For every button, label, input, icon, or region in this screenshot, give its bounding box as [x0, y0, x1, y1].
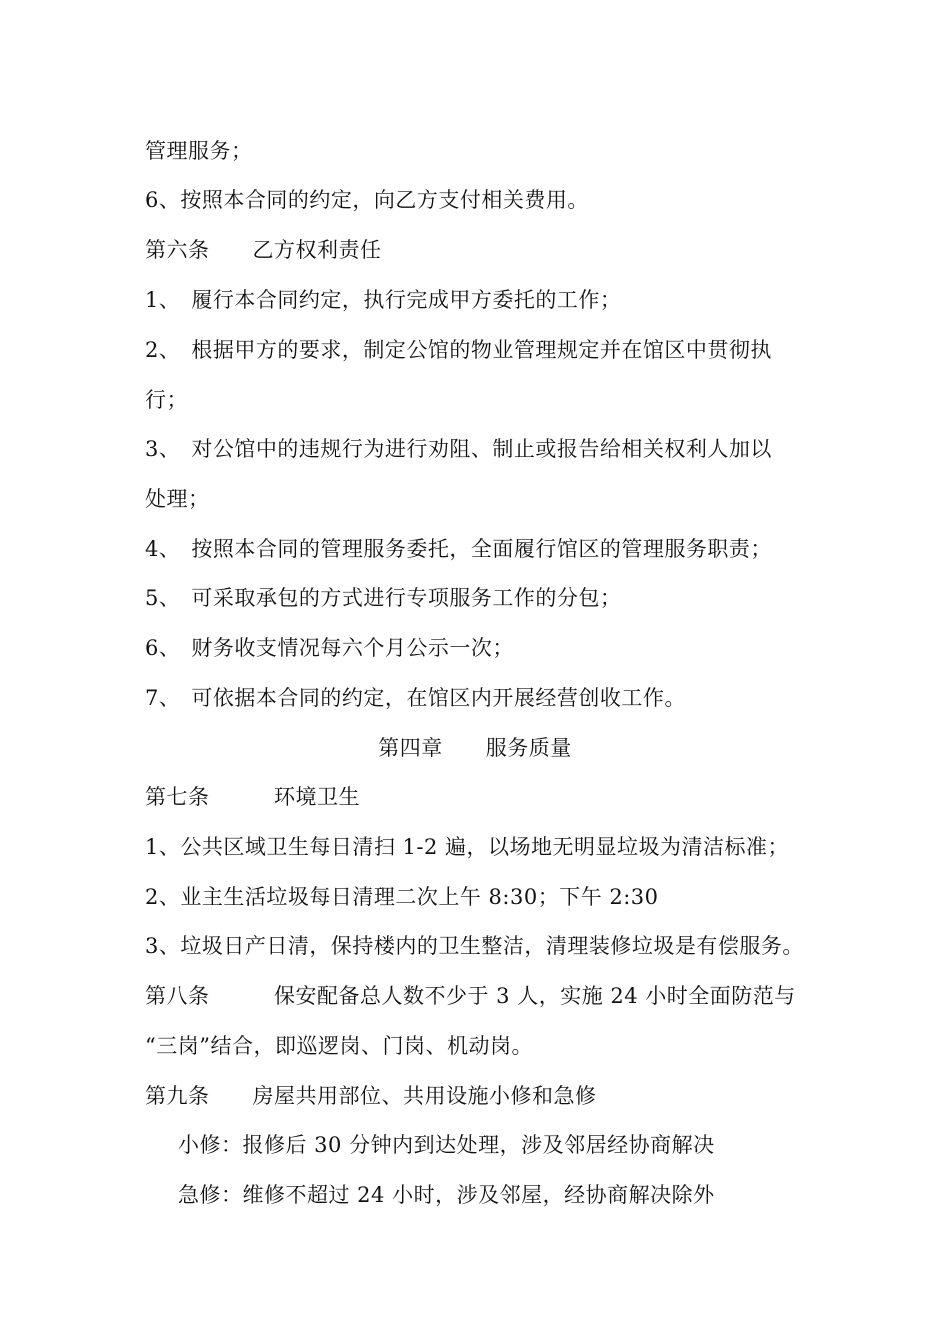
paragraph-line: 小修：报修后 30 分钟内到达处理，涉及邻居经协商解决 — [178, 1133, 715, 1157]
section-heading: 第七条 环境卫生 — [145, 785, 360, 809]
paragraph-line: 6、按照本合同的约定，向乙方支付相关费用。 — [145, 188, 589, 212]
list-item: 1、 履行本合同约定，执行完成甲方委托的工作； — [145, 288, 622, 312]
list-item: 6、 财务收支情况每六个月公示一次； — [145, 636, 514, 660]
section-heading: 第八条 保安配备总人数不少于 3 人，实施 24 小时全面防范与 — [145, 984, 796, 1008]
list-item: 2、业主生活垃圾每日清理二次上午 8:30；下午 2:30 — [145, 885, 659, 909]
section-heading: 第九条 房屋共用部位、共用设施小修和急修 — [145, 1084, 597, 1108]
list-item: 3、垃圾日产日清，保持楼内的卫生整洁，清理装修垃圾是有偿服务。 — [145, 934, 804, 958]
list-item: 7、 可依据本合同的约定，在馆区内开展经营创收工作。 — [145, 686, 686, 710]
paragraph-line: 管理服务； — [145, 139, 253, 163]
list-item: 3、 对公馆中的违规行为进行劝阻、制止或报告给相关权利人加以 — [145, 437, 772, 461]
list-item: 1、公共区域卫生每日清扫 1-2 遍，以场地无明显垃圾为清洁标准； — [145, 835, 790, 859]
paragraph-line: “三岗”结合，即巡逻岗、门岗、机动岗。 — [145, 1034, 533, 1058]
section-heading: 第六条 乙方权利责任 — [145, 238, 382, 262]
chapter-heading: 第四章 服务质量 — [378, 736, 572, 760]
list-item: 2、 根据甲方的要求，制定公馆的物业管理规定并在馆区中贯彻执 — [145, 338, 772, 362]
list-item: 5、 可采取承包的方式进行专项服务工作的分包； — [145, 586, 622, 610]
paragraph-line: 急修：维修不超过 24 小时，涉及邻屋，经协商解决除外 — [178, 1183, 715, 1207]
list-item-continuation: 行； — [145, 388, 188, 412]
list-item-continuation: 处理； — [145, 487, 210, 511]
list-item: 4、 按照本合同的管理服务委托，全面履行馆区的管理服务职责； — [145, 537, 772, 561]
